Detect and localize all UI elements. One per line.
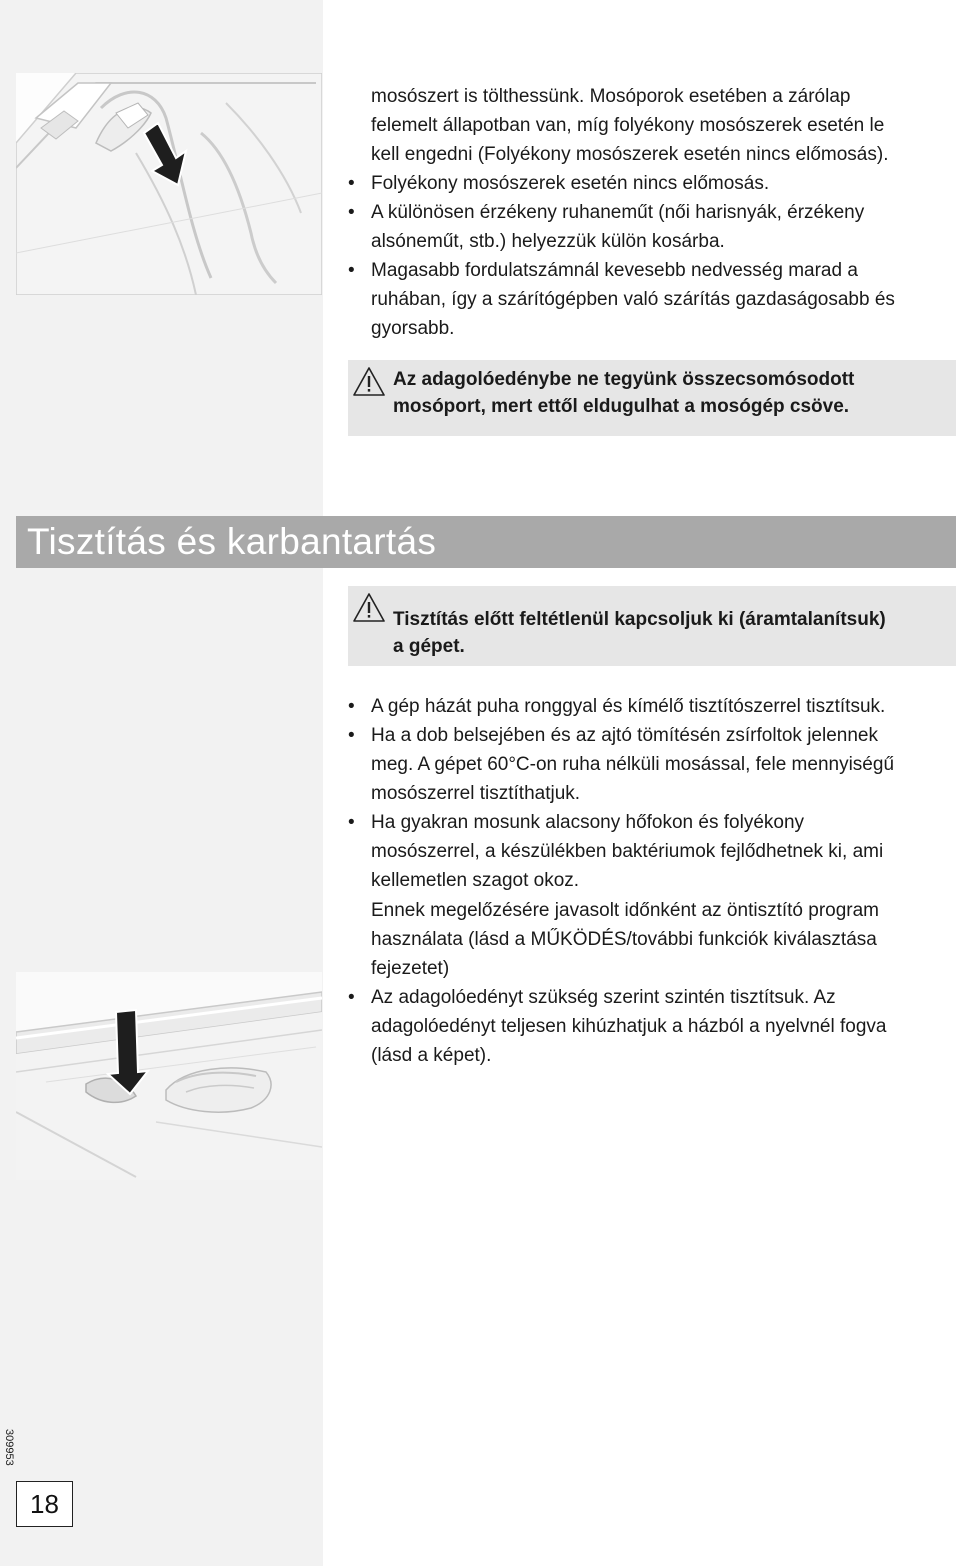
warning-line-1: Az adagolóedénybe ne tegyünk összecsomósodott: [393, 369, 855, 390]
warning-text: [393, 606, 948, 660]
bullet-marker: •: [348, 173, 355, 194]
bullet-text: A különösen érzékeny ruhaneműt (női harisnyák, érzékeny: [371, 202, 865, 223]
bullet-text: Ha a dob belsejében és az ajtó tömítésén zsírfoltok jelennek: [371, 725, 878, 746]
page-number: 18: [16, 1481, 73, 1527]
section-heading-bar: [16, 516, 956, 568]
bullet-text: meg. A gépet 60°C-on ruha nélküli mosással, fele mennyiségű: [371, 754, 895, 775]
intro-line-2: felemelt állapotban van, míg folyékony mosószerek esetén le: [371, 115, 885, 136]
bullet-text: ruhában, így a szárítógépben való szárítás gazdaságosabb és: [371, 289, 895, 310]
bullet-text: gyorsabb.: [371, 318, 455, 339]
bullet-marker: •: [348, 812, 355, 833]
warning-line-2: a gépet.: [393, 636, 465, 657]
bullet-text: mosószerrel, a készülékben baktériumok fejlődhetnek ki, ami: [371, 841, 884, 862]
intro-line-1: mosószert is tölthessünk. Mosóporok esetében a zárólap: [371, 86, 851, 107]
warning-box: [348, 586, 956, 666]
warning-box: [348, 360, 956, 436]
bullet-text: kellemetlen szagot okoz.: [371, 870, 580, 891]
warning-triangle-icon: [352, 366, 386, 398]
bullet-text: mosószerrel tisztíthatjuk.: [371, 783, 581, 804]
bullet-text: Magasabb fordulatszámnál kevesebb nedvesség marad a: [371, 260, 858, 281]
bullet-text: A gép házát puha ronggyal és kímélő tisztítószerrel tisztítsuk.: [371, 696, 886, 717]
bullet-text: adagolóedényt teljesen kihúzhatjuk a házból a nyelvnél fogva: [371, 1016, 887, 1037]
bullet-marker: •: [348, 260, 355, 281]
section-title: Tisztítás és karbantartás: [27, 521, 437, 562]
intro-line-3: kell engedni (Folyékony mosószerek esetén nincs előmosás).: [371, 144, 889, 165]
bullet-marker: •: [348, 987, 355, 1008]
drawer-removal-illustration: [16, 972, 322, 1180]
bullet-text: Az adagolóedényt szükség szerint szintén tisztítsuk. Az: [371, 987, 836, 1008]
bullet-marker: •: [348, 202, 355, 223]
bullet-text: Ennek megelőzésére javasolt időnként az öntisztító program: [371, 900, 879, 921]
bullet-text: használata (lásd a MŰKÖDÉS/további funkciók kiválasztása: [371, 929, 877, 950]
bullet-text: fejezetet): [371, 958, 450, 979]
bullet-text: Ha gyakran mosunk alacsony hőfokon és folyékony: [371, 812, 805, 833]
warning-line-2: mosóport, mert ettől eldugulhat a mosógép csöve.: [393, 396, 850, 417]
warning-line-1: Tisztítás előtt feltétlenül kapcsoljuk ki (áramtalanítsuk): [393, 609, 886, 630]
document-code: 309953: [3, 1429, 15, 1466]
bullet-marker: •: [348, 725, 355, 746]
detergent-drawer-illustration: [16, 73, 322, 295]
bullet-text: (lásd a képet).: [371, 1045, 492, 1066]
bullet-marker: •: [348, 696, 355, 717]
bullet-text: Folyékony mosószerek esetén nincs előmosás.: [371, 173, 770, 194]
bullet-text: alsóneműt, stb.) helyezzük külön kosárba.: [371, 231, 725, 252]
warning-text: [393, 366, 948, 420]
warning-triangle-icon: [352, 592, 386, 624]
